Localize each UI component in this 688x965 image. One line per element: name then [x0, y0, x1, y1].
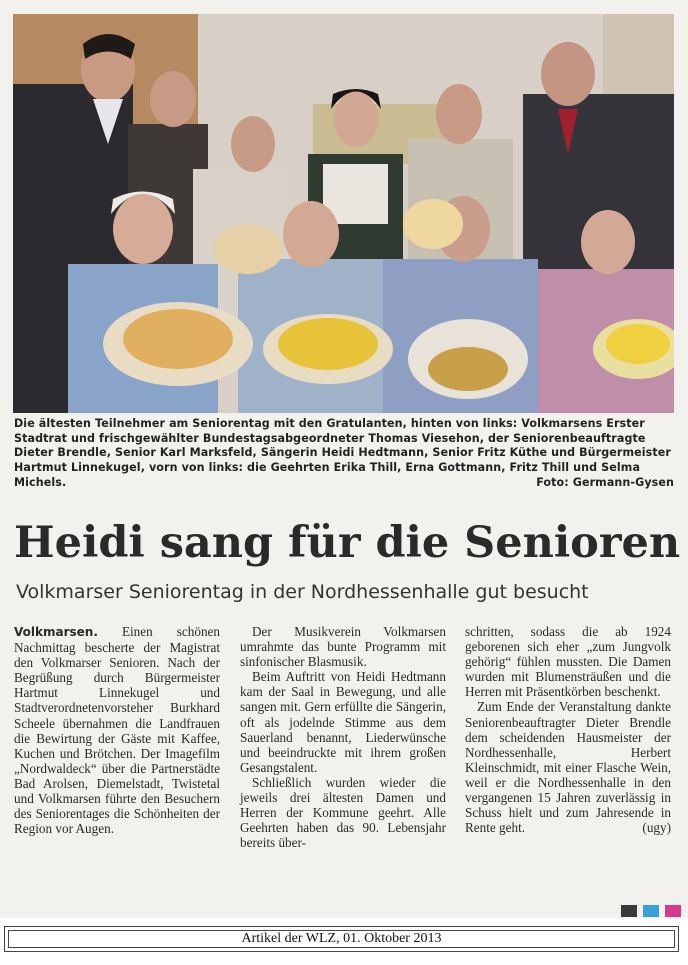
- photo-credit: Foto: Germann-Gysen: [536, 475, 674, 489]
- paragraph-text: Zum Ende der Veranstaltung dankte Seniorenbeauftragter Dieter Brendle dem scheidenden Hausmeister der Nordhessenhalle, Herbert Kleinschmidt, mit einer Flasche Wein, weil er die Nordhessenhalle in den vergangenen 15 Jahren zuverlässig in Schuss hielt und zum Jahresende in Rente geht.: [465, 699, 671, 836]
- source-footer: [4, 926, 679, 952]
- paragraph: schritten, sodass die ab 1924 geborenen sich eher „zum Jungvolk gehörig“ fühlen mussten. Die Damen wurden mit Blumensträußen und die Herren mit Präsentkörben beschenkt.: [465, 624, 671, 700]
- paragraph: [465, 699, 671, 835]
- paragraph: Schließlich wurden wieder die jeweils drei ältesten Damen und Herren der Kommune geehrt. Alle Geehrten haben das 90. Lebensjahr bereits über-: [240, 774, 446, 851]
- paragraph: Einen schönen Nachmittag bescherte der Magistrat den Volkmarser Senioren. Nach der Begrüßung durch Bürgermeister Hartmut Linnekugel und Stadtverordnetenvorsteher Burkhard Scheele übernahmen die Landfrauen die Bewirtung der Gäste mit Kaffee, Kuchen und Brötchen. Der Imagefilm „Nordwaldeck“ über die Partnerstädte Bad Arolsen, Diemelstadt, Twistetal und Volkmarsen führte den Besuchern des Seniorentages die Schönheiten der Region vor Augen.: [14, 624, 220, 837]
- article-column-3: [465, 624, 671, 835]
- photo-caption: [14, 417, 674, 491]
- color-mark-magenta: [665, 905, 681, 917]
- color-mark-black: [621, 905, 637, 917]
- paragraph: Beim Auftritt von Heidi Hedtmann kam der Saal in Bewegung, und alle sangen mit. Gern erfüllte die Sängerin, oft als jodelnde Stimme aus dem Sauerland benannt, Liederwünsche und beeindruckte mit ihrem großen Gesangstalent.: [240, 669, 446, 775]
- author-signature: (ugy): [642, 820, 671, 836]
- photo-illustration: [13, 14, 674, 413]
- paragraph: Der Musikverein Volkmarsen umrahmte das bunte Programm mit sinfonischer Blasmusik.: [240, 624, 446, 670]
- article-column-2: [240, 624, 446, 850]
- color-mark-cyan: [643, 905, 659, 917]
- article-subheadline: Volkmarser Seniorentag in der Nordhessenhalle gut besucht: [16, 581, 589, 603]
- source-note: Artikel der WLZ, 01. Oktober 2013: [241, 931, 442, 946]
- dateline: Volkmarsen.: [14, 625, 98, 639]
- article-headline: Heidi sang für die Senioren: [14, 518, 681, 568]
- article-column-1: [14, 624, 220, 836]
- article-photo: [13, 14, 674, 413]
- caption-text: Die ältesten Teilnehmer am Seniorentag mit den Gratulanten, hinten von links: Volkmarsens Erster Stadtrat und frischgewählter Bundestagsabgeordneter Thomas Viesehon, der Seniorenbeauftragte Dieter Brendle, Senior Karl Marksfeld, Sängerin Heidi Hedtmann, Senior Fritz Küthe und Bürgermeister Hartmut Linnekugel, vorn von links: die Geehrten Erika Thill, Erna Gottmann, Fritz Thill und Selma Michels.: [14, 417, 671, 489]
